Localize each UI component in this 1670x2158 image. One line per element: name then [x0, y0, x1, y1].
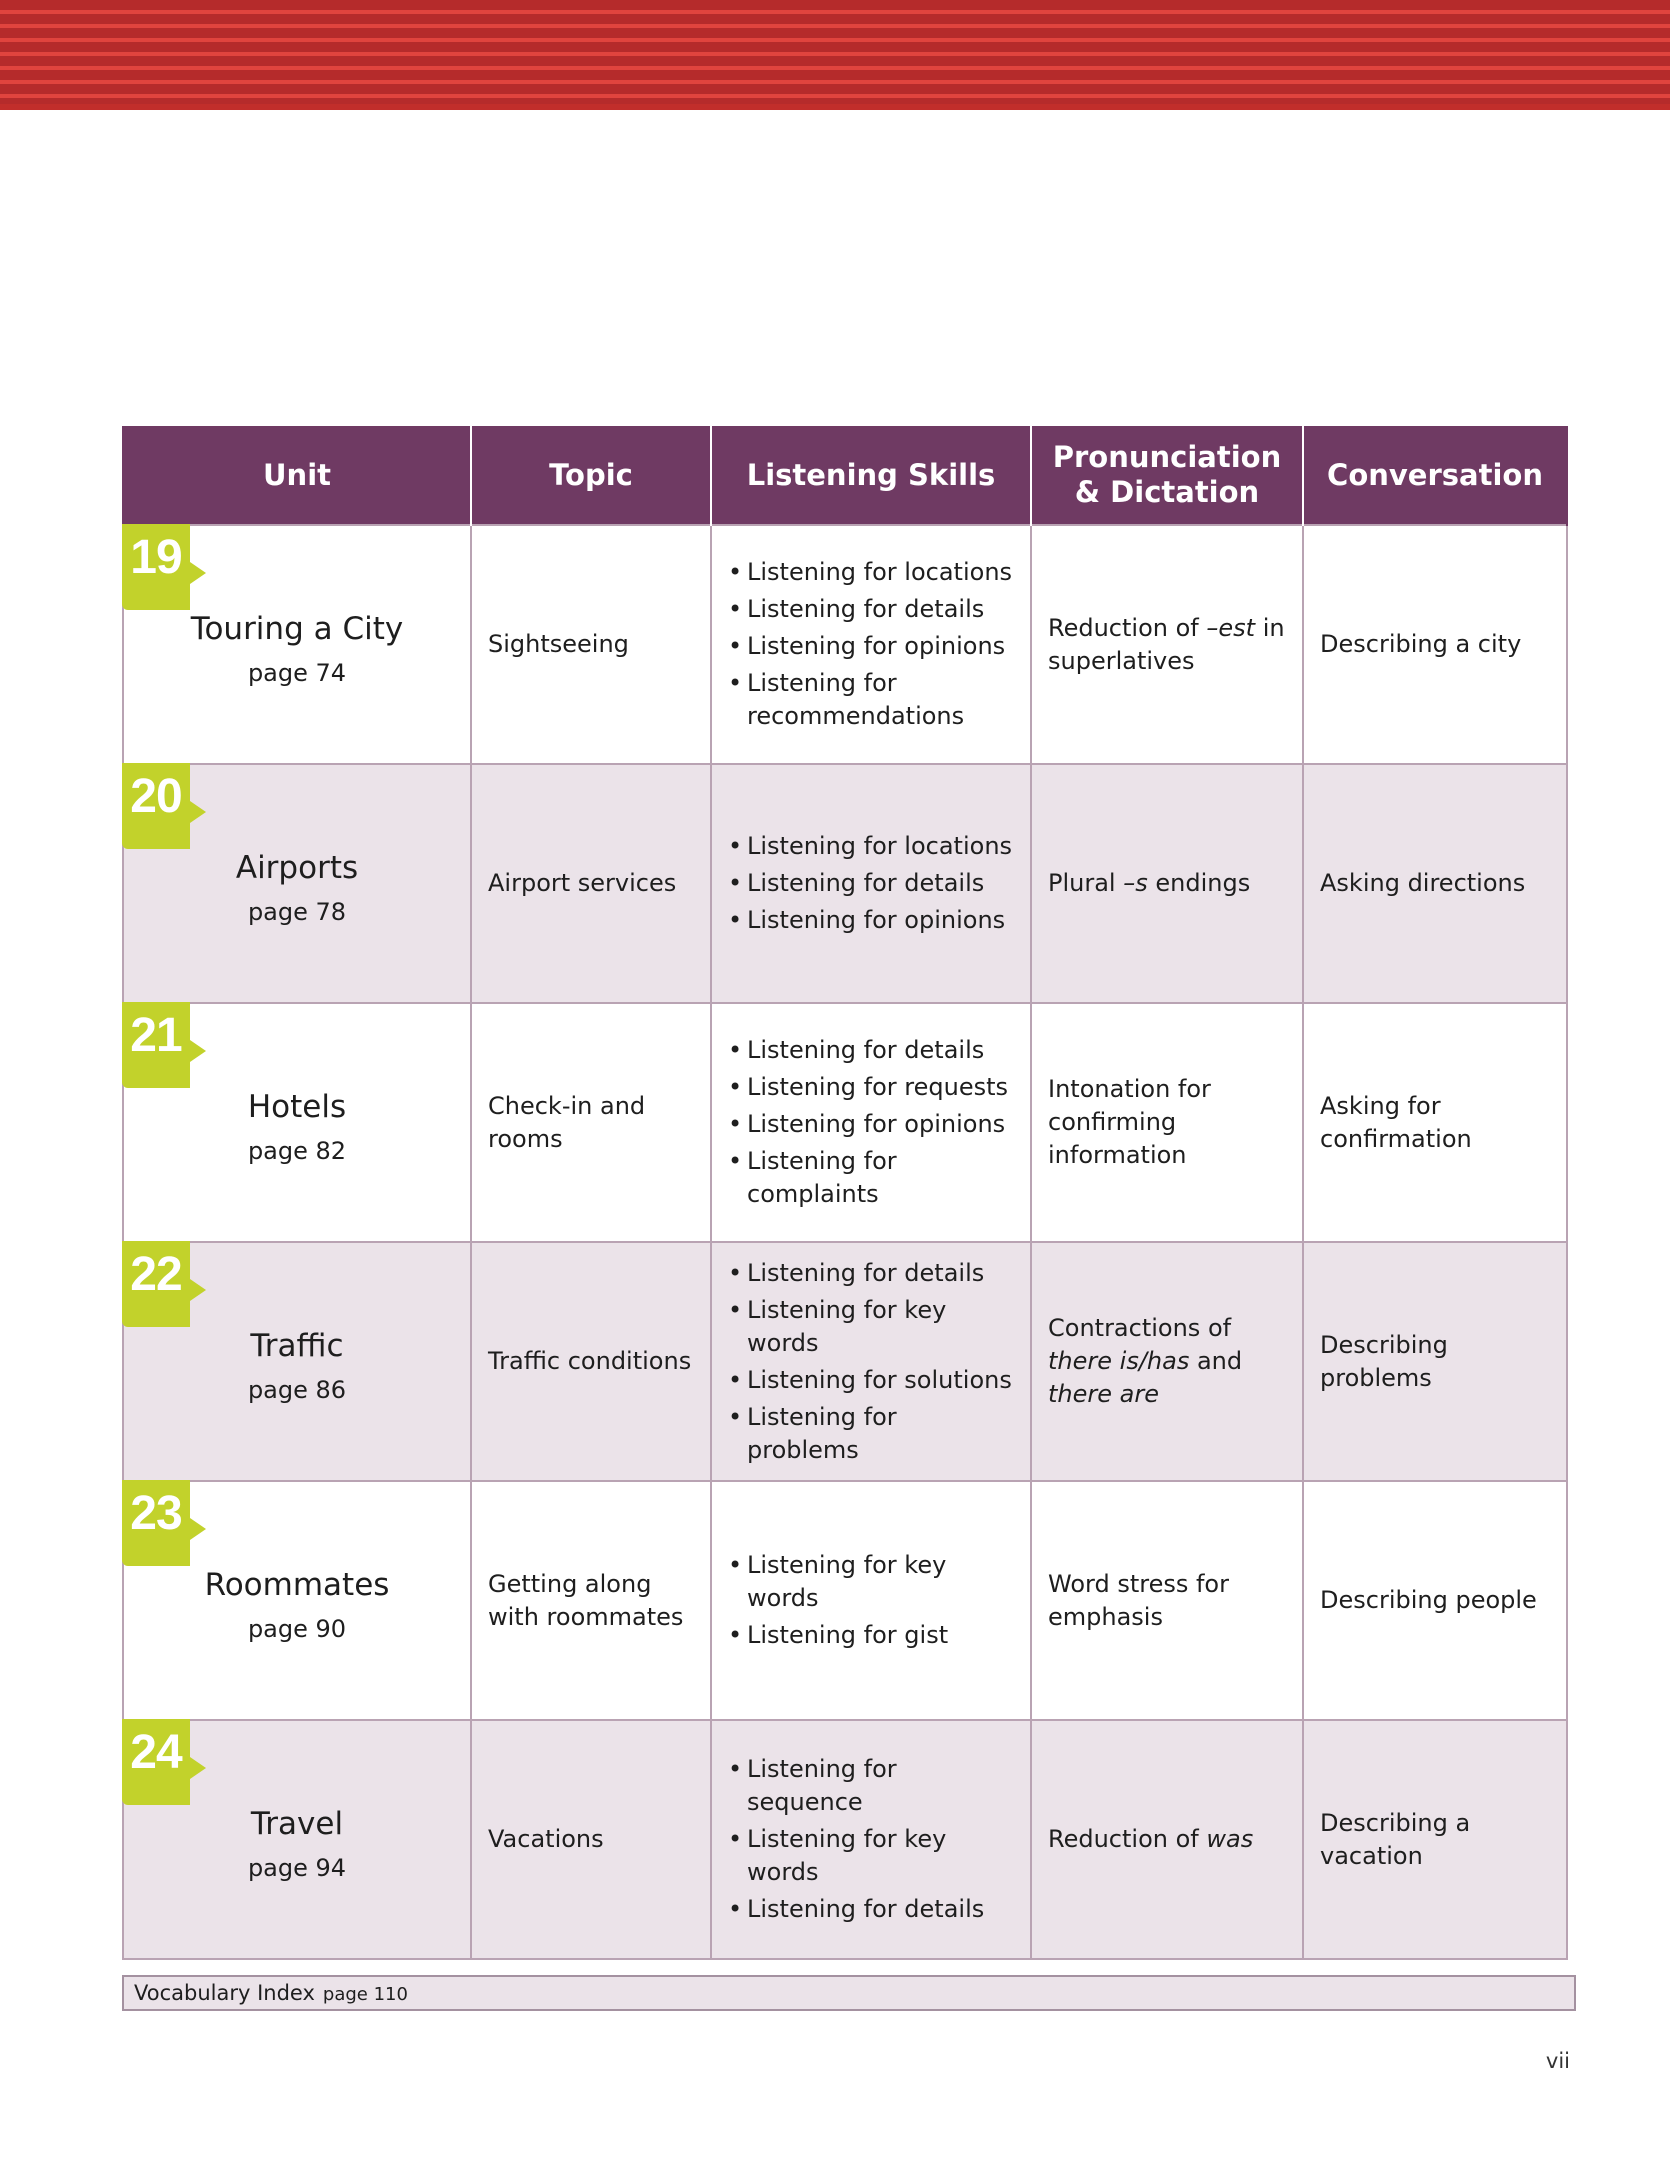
vocabulary-index-page: page 110 — [322, 1984, 408, 2005]
listening-skills-cell — [711, 764, 1031, 1003]
pronunciation-cell — [1031, 1720, 1303, 1959]
unit-page: page 90 — [247, 1615, 347, 1643]
topic-cell: Traffic conditions — [471, 1242, 711, 1481]
skill-item: • Listening for locations — [728, 556, 1014, 589]
unit-cell — [123, 764, 471, 1003]
page-number: vii — [1545, 2049, 1570, 2073]
header-conversation: Conversation — [1303, 426, 1567, 525]
skill-item: • Listening for solutions — [728, 1364, 1014, 1397]
unit-title: Touring a City — [190, 611, 404, 647]
pronunciation-italic-text: –s — [1123, 869, 1148, 897]
conversation-cell: Describing a city — [1303, 525, 1567, 764]
topic-cell: Airport services — [471, 764, 711, 1003]
skill-item: • Listening for gist — [728, 1619, 1014, 1652]
unit-row — [123, 1242, 1567, 1481]
skill-item: • Listening for locations — [728, 830, 1014, 863]
skill-item: • Listening for key words — [728, 1823, 1014, 1889]
skill-item: • Listening for recommendations — [728, 667, 1014, 733]
pronunciation-text: and — [1189, 1347, 1243, 1375]
conversation-cell: Describing a vacation — [1303, 1720, 1567, 1959]
unit-page: page 94 — [247, 1854, 347, 1882]
conversation-cell: Asking directions — [1303, 764, 1567, 1003]
topic-cell: Vacations — [471, 1720, 711, 1959]
pronunciation-italic-text: there is/has — [1048, 1347, 1190, 1375]
skills-list — [728, 556, 1014, 733]
pronunciation-cell — [1031, 764, 1303, 1003]
pronunciation-cell — [1031, 1003, 1303, 1242]
header-listening-skills: Listening Skills — [711, 426, 1031, 525]
skill-item: • Listening for key words — [728, 1549, 1014, 1615]
skill-item: • Listening for opinions — [728, 630, 1014, 663]
unit-cell — [123, 1720, 471, 1959]
listening-skills-cell — [711, 1720, 1031, 1959]
vocabulary-index-link[interactable] — [122, 1975, 1576, 2011]
pronunciation-cell — [1031, 1242, 1303, 1481]
unit-page: page 74 — [247, 659, 347, 687]
unit-title: Hotels — [247, 1089, 347, 1125]
unit-number-badge — [122, 1480, 190, 1566]
listening-skills-cell — [711, 1003, 1031, 1242]
skills-list — [728, 1549, 1014, 1652]
header-row — [123, 426, 1567, 525]
pronunciation-text: Intonation for confirming information — [1048, 1075, 1211, 1169]
skill-item: • Listening for opinions — [728, 904, 1014, 937]
pronunciation-text: Plural — [1048, 869, 1124, 897]
topic-cell: Getting along with roommates — [471, 1481, 711, 1720]
unit-number: 22 — [130, 1248, 182, 1301]
pronunciation-text: Word stress for emphasis — [1048, 1569, 1229, 1631]
conversation-cell: Asking for confirmation — [1303, 1003, 1567, 1242]
header-pronunciation-dictation: Pronunciation & Dictation — [1031, 426, 1303, 525]
unit-page: page 78 — [247, 898, 347, 926]
unit-cell — [123, 1481, 471, 1720]
skills-list — [728, 1753, 1014, 1926]
unit-cell — [123, 525, 471, 764]
skill-item: • Listening for key words — [728, 1294, 1014, 1360]
unit-number: 23 — [130, 1487, 182, 1540]
unit-row — [123, 764, 1567, 1003]
skill-item: • Listening for problems — [728, 1401, 1014, 1467]
unit-number: 19 — [130, 531, 182, 584]
header-unit: Unit — [123, 426, 471, 525]
skill-item: • Listening for opinions — [728, 1108, 1014, 1141]
listening-skills-cell — [711, 1242, 1031, 1481]
pronunciation-text: Reduction of — [1048, 1825, 1207, 1853]
unit-number: 20 — [130, 770, 182, 823]
unit-number: 24 — [130, 1726, 182, 1779]
conversation-cell: Describing people — [1303, 1481, 1567, 1720]
pronunciation-text: in superlatives — [1048, 613, 1285, 675]
top-band-edge — [0, 104, 1670, 110]
unit-cell — [123, 1242, 471, 1481]
pronunciation-italic-text: –est — [1206, 613, 1256, 642]
pronunciation-cell — [1031, 1481, 1303, 1720]
unit-title: Airports — [235, 850, 359, 886]
pronunciation-cell — [1031, 525, 1303, 764]
pronunciation-italic-text: there are — [1048, 1380, 1159, 1408]
conversation-cell: Describing problems — [1303, 1242, 1567, 1481]
contents-table — [122, 426, 1568, 1960]
unit-cell — [123, 1003, 471, 1242]
skills-list — [728, 1257, 1014, 1467]
unit-row — [123, 525, 1567, 764]
unit-title: Traffic — [250, 1328, 344, 1364]
listening-skills-cell — [711, 1481, 1031, 1720]
topic-cell: Check-in and rooms — [471, 1003, 711, 1242]
unit-number: 21 — [130, 1009, 182, 1062]
skill-item: • Listening for details — [728, 1893, 1014, 1926]
unit-title: Travel — [250, 1806, 344, 1842]
skill-item: • Listening for details — [728, 1034, 1014, 1067]
unit-page: page 82 — [247, 1137, 347, 1165]
listening-skills-cell — [711, 525, 1031, 764]
unit-row — [123, 1720, 1567, 1959]
pronunciation-text: endings — [1147, 869, 1251, 897]
unit-number-badge — [122, 1002, 190, 1088]
skills-list — [728, 1034, 1014, 1211]
pronunciation-text: Reduction of — [1048, 613, 1207, 642]
unit-row — [123, 1003, 1567, 1242]
skill-item: • Listening for details — [728, 593, 1014, 626]
unit-number-badge — [122, 763, 190, 849]
unit-number-badge — [122, 524, 190, 610]
vocabulary-index-label: Vocabulary Index — [134, 1981, 315, 2005]
unit-number-badge — [122, 1719, 190, 1805]
header-topic: Topic — [471, 426, 711, 525]
pronunciation-italic-text: was — [1206, 1825, 1254, 1853]
unit-rows — [123, 525, 1567, 1959]
skill-item: • Listening for details — [728, 1257, 1014, 1290]
pronunciation-text: Contractions of — [1048, 1314, 1232, 1342]
topic-cell: Sightseeing — [471, 525, 711, 764]
skill-item: • Listening for details — [728, 867, 1014, 900]
skill-item: • Listening for complaints — [728, 1145, 1014, 1211]
unit-number-badge — [122, 1241, 190, 1327]
top-decorative-band — [0, 0, 1670, 110]
unit-row — [123, 1481, 1567, 1720]
unit-title: Roommates — [204, 1567, 390, 1603]
skills-list — [728, 830, 1014, 937]
skill-item: • Listening for sequence — [728, 1753, 1014, 1819]
skill-item: • Listening for requests — [728, 1071, 1014, 1104]
unit-page: page 86 — [247, 1376, 347, 1404]
